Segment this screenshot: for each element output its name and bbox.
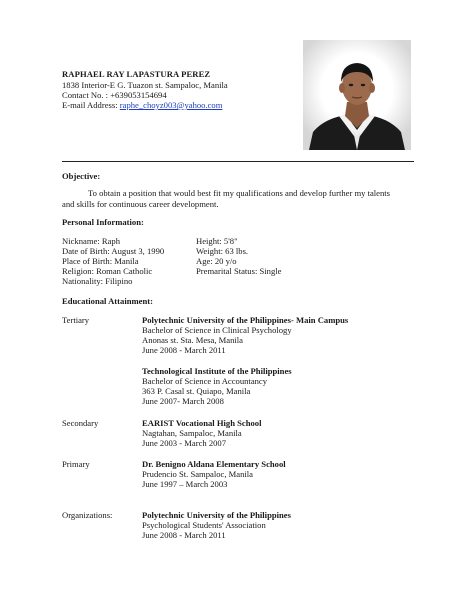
objective-title: Objective:: [62, 171, 101, 181]
school-dates: June 2003 - March 2007: [142, 438, 227, 448]
header-divider: [62, 161, 414, 162]
profile-photo-illustration: [303, 40, 411, 150]
premarital-status: Premarital Status: Single: [196, 266, 282, 276]
school-dates: June 1997 – March 2003: [142, 479, 228, 489]
school-address: Prudencio St. Sampaloc, Manila: [142, 469, 253, 479]
place-of-birth: Place of Birth: Manila: [62, 256, 139, 266]
school-dates: June 2007- March 2008: [142, 396, 224, 406]
school-dates: June 2008 - March 2011: [142, 345, 226, 355]
personal-info-title: Personal Information:: [62, 217, 144, 227]
school-name: EARIST Vocational High School: [142, 418, 262, 428]
age: Age: 20 y/o: [196, 256, 237, 266]
degree: Bachelor of Science in Accountancy: [142, 376, 268, 386]
degree: Bachelor of Science in Clinical Psychology: [142, 325, 292, 335]
school-address: 363 P. Casal st. Quiapo, Manila: [142, 386, 251, 396]
education-title: Educational Attainment:: [62, 296, 153, 306]
address-line: 1838 Interior-E G. Tuazon st. Sampaloc, Manila: [62, 80, 228, 90]
email-link[interactable]: raphe_choyz003@yahoo.com: [119, 100, 223, 110]
contact-line: Contact No. : +639053154694: [62, 90, 167, 100]
email-label: E-mail Address:: [62, 100, 120, 110]
nickname: Nickname: Raph: [62, 236, 120, 246]
education-level-tertiary: Tertiary: [62, 315, 90, 325]
email-line: [62, 100, 222, 110]
height: Height: 5'8": [196, 236, 238, 246]
school-name: Dr. Benigno Aldana Elementary School: [142, 459, 286, 469]
profile-photo: [303, 40, 411, 150]
organization-school: Polytechnic University of the Philippines: [142, 510, 291, 520]
education-level-primary: Primary: [62, 459, 90, 469]
applicant-name: RAPHAEL RAY LAPASTURA PEREZ: [62, 69, 211, 79]
organizations-label: Organizations:: [62, 510, 113, 520]
objective-text-line2: and skills for continuous career development.: [62, 199, 219, 209]
school-address: Nagtahan, Sampaloc, Manila: [142, 428, 242, 438]
weight: Weight: 63 lbs.: [196, 246, 249, 256]
school-name: Technological Institute of the Philippines: [142, 366, 292, 376]
religion: Religion: Roman Catholic: [62, 266, 153, 276]
education-level-secondary: Secondary: [62, 418, 99, 428]
date-of-birth: Date of Birth: August 3, 1990: [62, 246, 165, 256]
objective-text-line1: To obtain a position that would best fit my qualifications and develop further my talents: [88, 188, 391, 198]
nationality: Nationality: Filipino: [62, 276, 133, 286]
organization-dates: June 2008 - March 2011: [142, 530, 226, 540]
organization-name: Psychological Students' Association: [142, 520, 266, 530]
school-address: Anonas st. Sta. Mesa, Manila: [142, 335, 243, 345]
school-name: Polytechnic University of the Philippines- Main Campus: [142, 315, 349, 325]
